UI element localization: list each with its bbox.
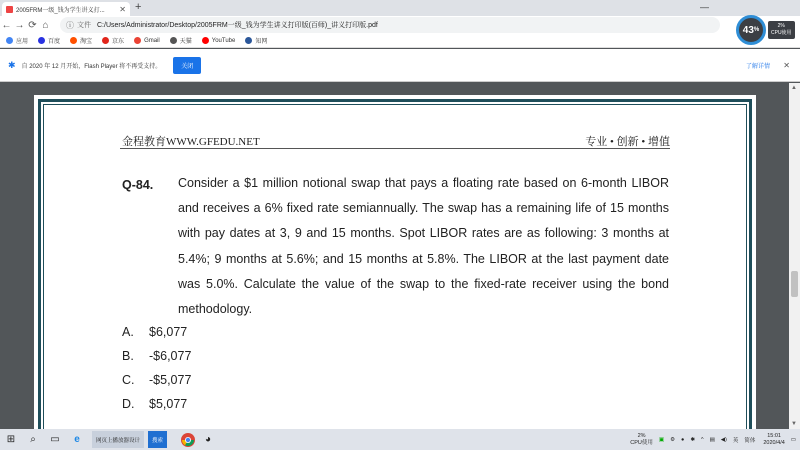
- option-value: $6,077: [149, 325, 188, 339]
- bookmark-icon: [134, 37, 141, 44]
- scroll-up-icon[interactable]: ▲: [791, 85, 797, 91]
- task-view-icon[interactable]: ▭: [50, 434, 60, 445]
- info-icon[interactable]: ⓘ: [66, 20, 74, 30]
- tab-strip: [0, 0, 800, 16]
- reload-icon[interactable]: ⟳: [28, 19, 37, 31]
- address-bar[interactable]: [60, 17, 720, 33]
- bookmark-label: 淘宝: [80, 39, 93, 45]
- option-label: D.: [122, 397, 135, 411]
- bookmark-icon: [245, 37, 252, 44]
- bookmark-item[interactable]: [134, 37, 160, 44]
- pdf-page: [34, 95, 756, 429]
- pdf-viewer[interactable]: [0, 83, 800, 429]
- option-label: A.: [122, 325, 134, 339]
- tray-cpu-bottom: CPU使用: [630, 439, 653, 446]
- option-value: -$5,077: [149, 373, 192, 387]
- bookmark-item[interactable]: [6, 36, 28, 45]
- bookmark-label: YouTube: [211, 37, 236, 44]
- bookmark-icon: [170, 37, 177, 44]
- ie-icon[interactable]: e: [74, 434, 80, 445]
- bookmark-icon: [70, 37, 77, 44]
- bookmark-label: Gmail: [144, 37, 160, 44]
- puzzle-icon: ✱: [8, 59, 16, 70]
- browser-tab[interactable]: [2, 2, 130, 16]
- home-icon[interactable]: ⌂: [42, 19, 49, 31]
- address-url: C:/Users/Administrator/Desktop/2005FRM一级_钱为学生讲义打印版(百师)_讲义打印版.pdf: [97, 22, 378, 29]
- tray-network-icon[interactable]: ▤: [709, 436, 715, 443]
- header-left: 金程教育WWW.GFEDU.NET: [122, 136, 260, 148]
- bookmarks-bar: [0, 34, 800, 48]
- tray-ime[interactable]: 英: [732, 437, 739, 444]
- bookmark-label: 天猫: [179, 39, 192, 45]
- question-text: Consider a $1 million notional swap that pays a floating rate based on 6-month LIBOR and receives a 6% fixed rate semiannually. The swap has a remaining life of 15 months with pay dates at 3, 9 and 15 months. Spot LIBOR rates are as following: 3 months at 5.4%; 9 months at 5.6%; and 15 months at 5.8%. The LIBOR at the last payment date was 5.0%. Calculate the value of the swap to the fixed-rate receiver using the bond methodology.: [178, 176, 669, 317]
- search-icon[interactable]: ⌕: [30, 434, 36, 445]
- windows-start-icon[interactable]: ⊞: [6, 434, 16, 445]
- tray-bluetooth-icon[interactable]: ✱: [690, 436, 695, 443]
- option-b: [122, 349, 191, 363]
- tray-cpu[interactable]: [630, 433, 653, 447]
- flash-infobar: [0, 49, 800, 82]
- infobar-close-button[interactable]: 关闭: [173, 57, 201, 74]
- infobar-dismiss-icon[interactable]: ✕: [783, 60, 790, 70]
- tray-chevron-icon[interactable]: ^: [700, 436, 704, 443]
- qq-icon[interactable]: ◕: [205, 434, 212, 445]
- taskbar-app-label: 网页上播放器设计: [96, 437, 141, 444]
- bookmark-item[interactable]: [38, 36, 60, 45]
- taskbar-app-search[interactable]: [148, 431, 167, 448]
- windows-taskbar: [0, 429, 800, 450]
- taskbar-app-window[interactable]: [92, 431, 144, 448]
- cpu-side-label: [768, 21, 795, 39]
- bookmark-icon: [6, 37, 13, 44]
- tray-language[interactable]: 简体: [744, 437, 756, 444]
- back-icon[interactable]: ←: [1, 19, 12, 31]
- vertical-scrollbar[interactable]: [789, 83, 800, 429]
- system-tray: [622, 429, 796, 450]
- learn-more-link[interactable]: 了解详情: [745, 63, 770, 70]
- tray-settings-icon[interactable]: ⚙: [670, 436, 676, 443]
- bookmark-item[interactable]: [202, 37, 236, 44]
- new-tab-button[interactable]: +: [135, 1, 142, 13]
- cpu-side-bottom: CPU使用: [771, 30, 792, 36]
- bookmark-icon: [38, 37, 45, 44]
- bookmark-item[interactable]: [102, 36, 124, 45]
- address-scheme: 文件: [77, 22, 91, 29]
- cpu-percent-suffix: %: [753, 27, 760, 33]
- chrome-taskbar-icon[interactable]: [179, 431, 197, 449]
- bookmark-label: 应用: [16, 39, 29, 45]
- clock-time: 15:01: [767, 432, 781, 439]
- header-right: 专业 • 创新 • 增值: [585, 136, 670, 148]
- pdf-favicon-icon: [6, 6, 13, 13]
- cpu-monitor-widget[interactable]: [736, 14, 798, 46]
- tab-title: 2005FRM一级_钱为学生讲义打...: [16, 7, 105, 14]
- infobar-message: 自 2020 年 12 月开始，Flash Player 将不再受支持。: [21, 63, 162, 70]
- option-c: [122, 373, 191, 387]
- tray-volume-icon[interactable]: ◀): [720, 436, 727, 443]
- tray-clock[interactable]: [763, 433, 784, 447]
- option-d: [122, 397, 187, 411]
- bookmark-icon: [102, 37, 109, 44]
- option-value: $5,077: [149, 397, 188, 411]
- browser-toolbar: [0, 16, 800, 34]
- tray-circle-icon[interactable]: ●: [681, 436, 685, 443]
- scroll-down-icon[interactable]: ▼: [791, 421, 797, 427]
- taskbar-app2-label: 搜索: [152, 437, 164, 444]
- option-a: [122, 325, 187, 339]
- question-number: Q-84.: [122, 178, 154, 192]
- scroll-thumb[interactable]: [791, 271, 798, 297]
- bookmark-item[interactable]: [170, 36, 192, 45]
- cpu-percent: 43: [742, 24, 754, 36]
- bookmark-label: 知网: [255, 39, 268, 45]
- bookmark-icon: [202, 37, 209, 44]
- option-label: C.: [122, 373, 135, 387]
- header-rule: [120, 148, 670, 149]
- option-label: B.: [122, 349, 134, 363]
- option-value: -$6,077: [149, 349, 192, 363]
- tray-app-icon[interactable]: ▣: [658, 436, 665, 443]
- minimize-icon[interactable]: —: [700, 2, 709, 12]
- bookmark-label: 百度: [48, 39, 61, 45]
- cpu-side-top: 2%: [777, 23, 785, 29]
- forward-icon[interactable]: →: [14, 19, 25, 31]
- bookmark-label: 京东: [112, 39, 125, 45]
- tab-close-icon[interactable]: ✕: [119, 4, 126, 14]
- cpu-percent-ring: [736, 15, 766, 45]
- tray-cpu-top: 2%: [637, 432, 646, 439]
- notification-icon[interactable]: ▭: [790, 436, 796, 443]
- bookmark-item[interactable]: [245, 36, 267, 45]
- bookmark-item[interactable]: [70, 36, 92, 45]
- clock-date: 2020/4/4: [763, 439, 785, 446]
